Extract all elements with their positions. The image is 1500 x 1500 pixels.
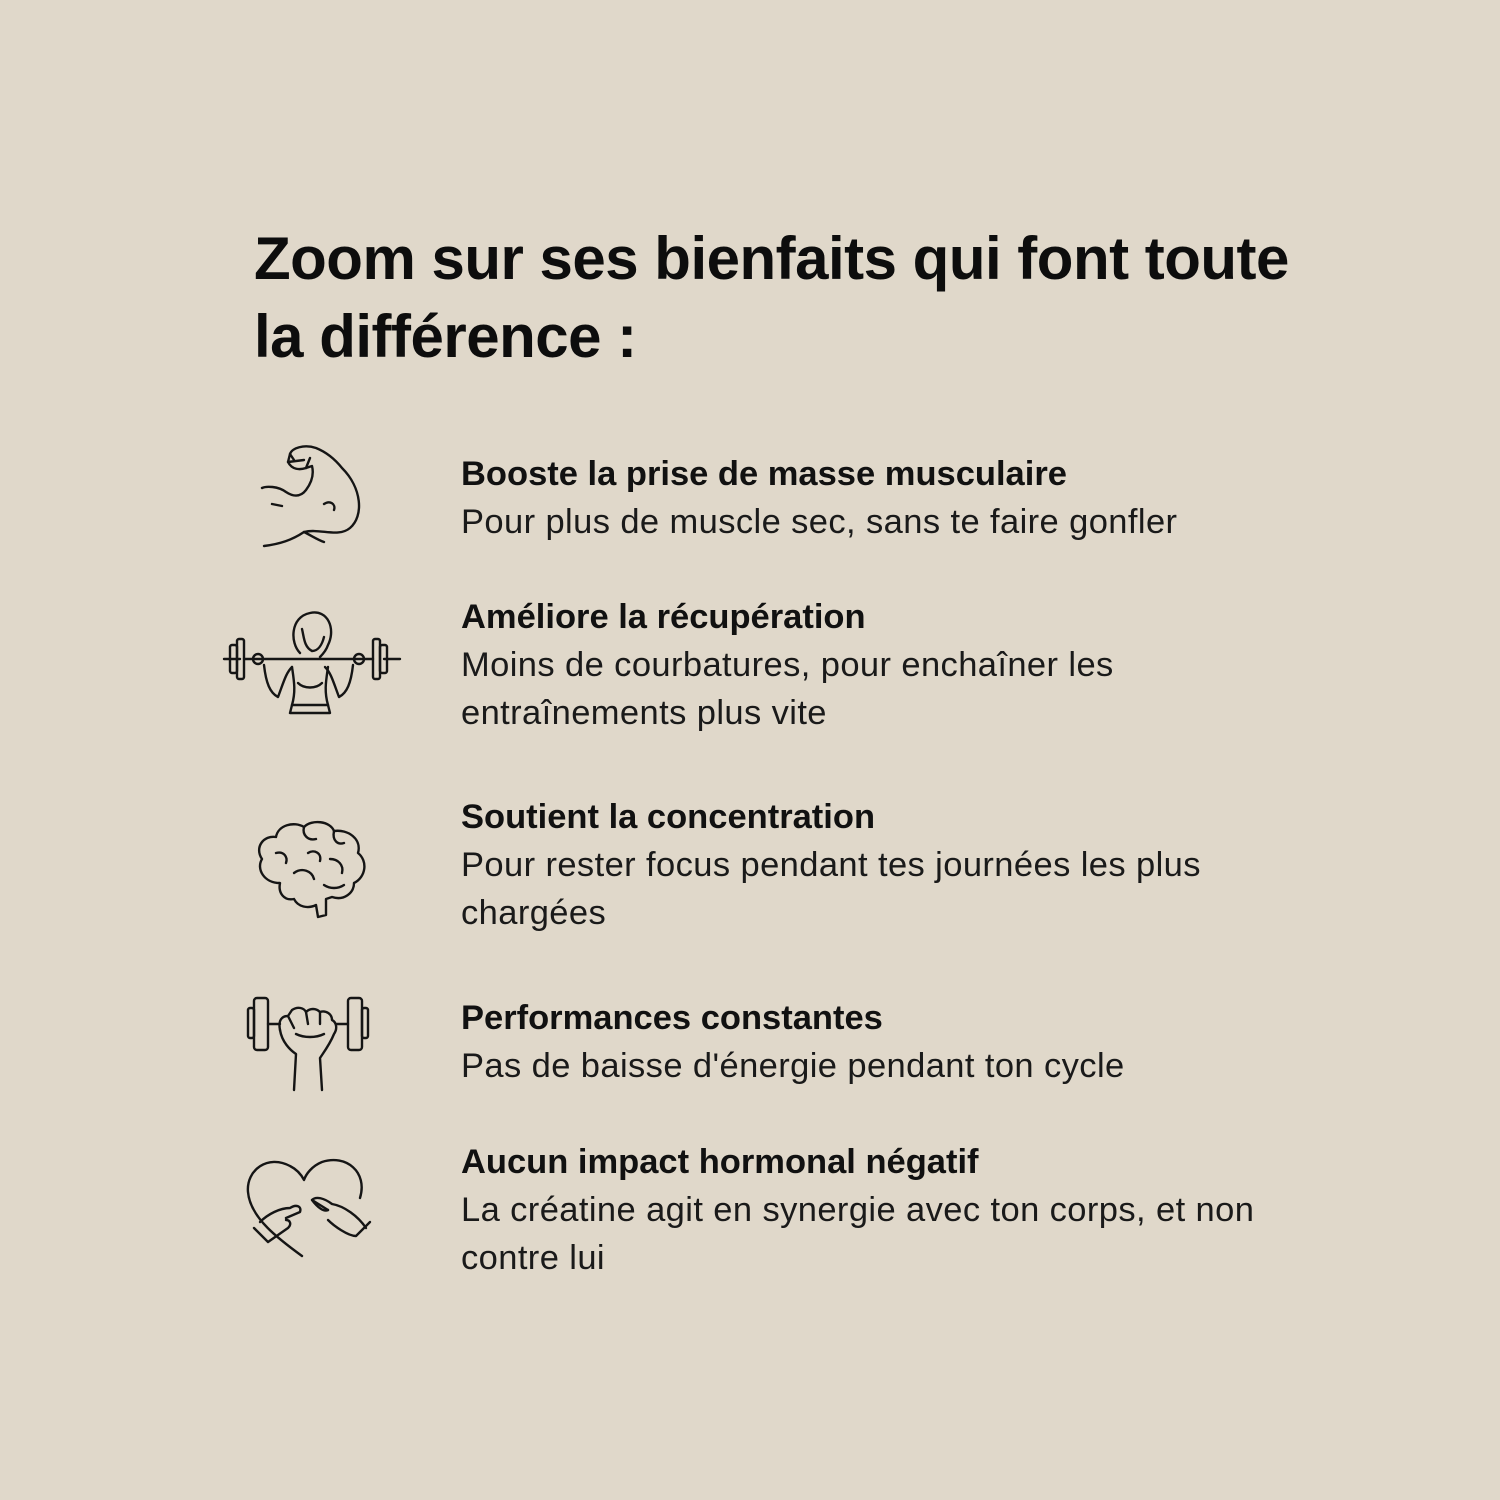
benefit-text	[461, 994, 1281, 1090]
benefit-title: Performances constantes	[461, 999, 883, 1037]
benefit-title: Améliore la récupération	[461, 598, 866, 636]
benefit-description: La créatine agit en synergie avec ton corps, et non contre lui	[461, 1191, 1255, 1277]
benefit-description: Moins de courbatures, pour enchaîner les entraînements plus vite	[461, 646, 1114, 732]
heart-hands-icon	[220, 1152, 404, 1262]
benefit-title: Soutient la concentration	[461, 798, 876, 836]
flexed-bicep-icon	[220, 444, 404, 554]
benefit-text	[461, 593, 1281, 737]
benefit-description: Pas de baisse d'énergie pendant ton cycle	[461, 1047, 1125, 1085]
brain-icon	[220, 813, 404, 923]
woman-barbell-icon	[220, 609, 404, 719]
page-title: Zoom sur ses bienfaits qui font toute la différence :	[254, 225, 1289, 370]
benefit-text	[461, 450, 1281, 546]
benefit-text	[461, 793, 1281, 937]
benefit-text	[461, 1138, 1281, 1282]
benefit-title: Booste la prise de masse musculaire	[461, 455, 1067, 493]
benefit-title: Aucun impact hormonal négatif	[461, 1143, 979, 1181]
benefit-description: Pour plus de muscle sec, sans te faire gonfler	[461, 503, 1178, 541]
fist-dumbbell-icon	[220, 994, 404, 1104]
benefit-description: Pour rester focus pendant tes journées les plus chargées	[461, 846, 1201, 932]
